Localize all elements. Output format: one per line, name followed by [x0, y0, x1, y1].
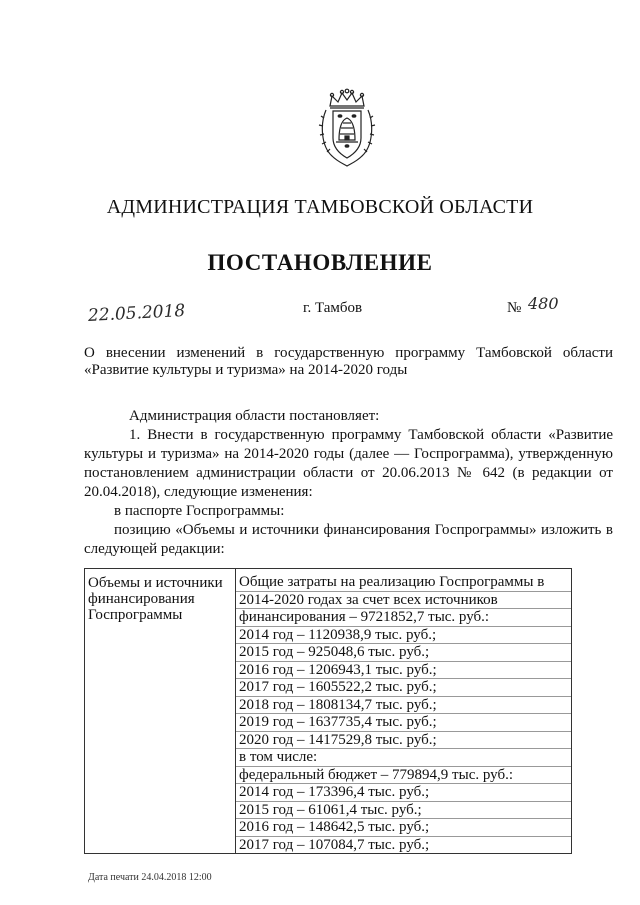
- document-type-title: ПОСТАНОВЛЕНИЕ: [207, 250, 433, 275]
- handwritten-date: 22.05.2018: [87, 300, 186, 326]
- table-line: федеральный бюджет – 779894,9 тыс. руб.:: [236, 767, 571, 785]
- table-line: в том числе:: [236, 749, 571, 767]
- table-line: 2014-2020 годах за счет всех источников: [236, 592, 571, 610]
- table-row: [85, 569, 572, 854]
- table-cell-values: [236, 569, 572, 854]
- organization-name: АДМИНИСТРАЦИЯ ТАМБОВСКОЙ ОБЛАСТИ: [106, 196, 534, 218]
- table-line: 2015 год – 61061,4 тыс. руб.;: [236, 802, 571, 820]
- body-paragraph-3: в паспорте Госпрограммы:: [114, 503, 285, 519]
- table-line: 2015 год – 925048,6 тыс. руб.;: [236, 644, 571, 662]
- table-line: 2019 год – 1637735,4 тыс. руб.;: [236, 714, 571, 732]
- print-date-footer: Дата печати 24.04.2018 12:00: [88, 872, 212, 883]
- body-paragraph-4: позицию «Объемы и источники финансирования Госпрограммы» изложить в следующей редакции:: [84, 522, 613, 557]
- document-subject: О внесении изменений в государственную программу Тамбовской области «Развитие культуры и туризма» на 2014-2020 годы: [84, 345, 613, 378]
- table-line: 2016 год – 148642,5 тыс. руб.;: [236, 819, 571, 837]
- tambov-coat-of-arms-icon: [318, 88, 376, 168]
- document-body: [84, 407, 613, 559]
- handwritten-number: 480: [528, 294, 559, 313]
- table-line: финансирования – 9721852,7 тыс. руб.:: [236, 609, 571, 627]
- body-paragraph-1: Администрация области постановляет:: [129, 408, 380, 424]
- table-line: 2020 год – 1417529,8 тыс. руб.;: [236, 732, 571, 750]
- table-line: Общие затраты на реализацию Госпрограммы в: [236, 574, 571, 592]
- number-label: №: [507, 300, 522, 316]
- city: г. Тамбов: [303, 300, 363, 316]
- table-line: 2014 год – 173396,4 тыс. руб.;: [236, 784, 571, 802]
- table-line: 2018 год – 1808134,7 тыс. руб.;: [236, 697, 571, 715]
- table-line: 2016 год – 1206943,1 тыс. руб.;: [236, 662, 571, 680]
- table-cell-label: Объемы и источники финансирования Госпрограммы: [85, 569, 236, 854]
- table-line: 2017 год – 107084,7 тыс. руб.;: [239, 836, 430, 853]
- table-line: 2014 год – 1120938,9 тыс. руб.;: [236, 627, 571, 645]
- body-paragraph-2: 1. Внести в государственную программу Тамбовской области «Развитие культуры и туризма» на 2014-2020 годы (далее — Госпрограмма), утвержденную постановлением администрации области от 20.06.2013 № 642 (в редакции от 20.04.2018), следующие изменения:: [84, 427, 613, 500]
- table-line: 2017 год – 1605522,2 тыс. руб.;: [236, 679, 571, 697]
- financing-table: [84, 568, 572, 854]
